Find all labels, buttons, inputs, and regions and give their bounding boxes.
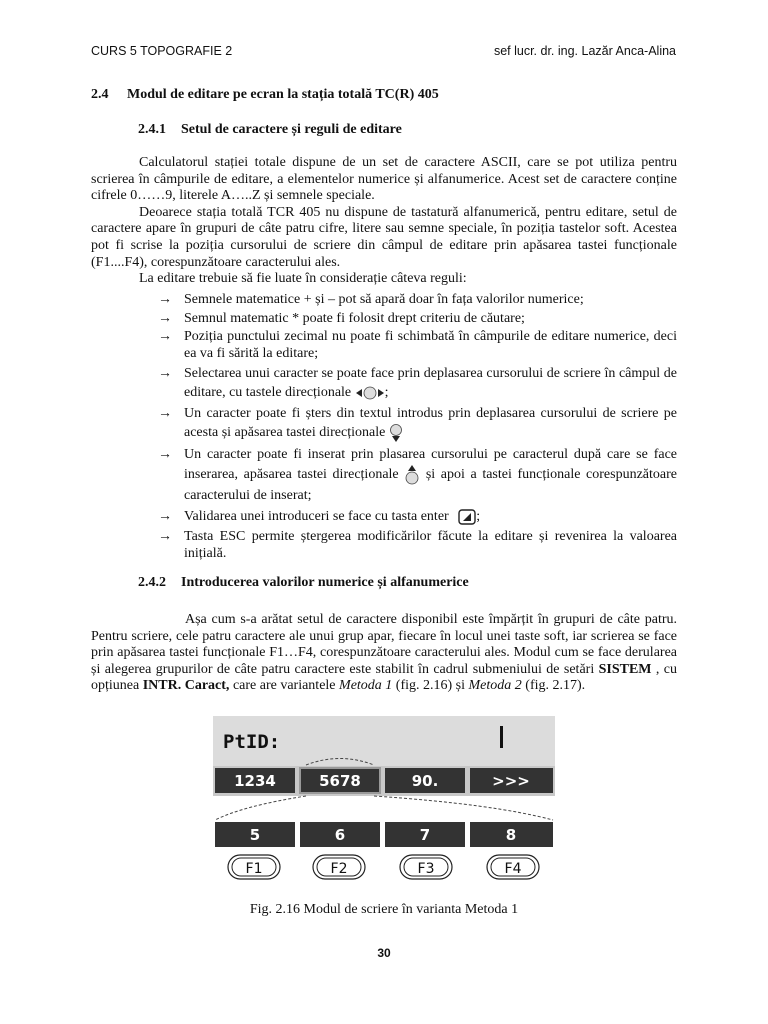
paragraph-1: Calculatorul stației totale dispune de un set de caractere ASCII, care se pot utiliza pentru scrierea în câmpurile de editare, a elementelor numerice și alfanumerice. Acest set de caractere conține cifrele 0……9, literele A…..Z și semnele speciale. — [91, 155, 677, 204]
f3-key-label: F3 — [417, 861, 435, 877]
direction-keys-left-right-icon — [355, 386, 385, 400]
subsection-heading-1 — [138, 122, 402, 138]
section-title: Modul de editare pe ecran la stația totală TC(R) 405 — [127, 87, 439, 102]
list-item — [158, 507, 677, 527]
subsection-number: 2.4.2 — [138, 575, 166, 590]
arrow-icon: → — [158, 366, 172, 382]
softkey-3-label: 90. — [411, 772, 439, 790]
figure-caption: Fig. 2.16 Modul de scriere în varianta Metoda 1 — [249, 902, 519, 917]
rule-text: Tasta ESC permite ștergerea modificărilor făcute la editare și revenirea la valoarea inițială. — [184, 529, 677, 561]
f1-key-label: F1 — [245, 861, 263, 877]
character-key-2-label: 6 — [334, 826, 346, 844]
character-key-3-label: 7 — [419, 826, 431, 844]
display-label: PtID: — [223, 731, 281, 753]
list-item — [158, 292, 677, 309]
method-2-name: Metoda 2 — [468, 678, 522, 694]
paragraph-text: care are variantele — [232, 678, 336, 694]
section-number: 2.4 — [91, 87, 109, 102]
softkey-2-label: 5678 — [319, 772, 361, 790]
rule-text: Semnele matematice + și – pot să apară doar în fața valorilor numerice; — [184, 292, 584, 307]
list-item — [158, 529, 677, 562]
list-item — [158, 329, 677, 362]
arrow-icon: → — [158, 329, 172, 345]
header-course-title: CURS 5 TOPOGRAFIE 2 — [91, 44, 233, 58]
f4-key-label: F4 — [504, 861, 522, 877]
rule-text: Poziția punctului zecimal nu poate fi schimbată în câmpurile de editare numerice, deci ea va fi sărită la editare; — [184, 329, 677, 361]
subsection-heading-2 — [138, 575, 469, 591]
direction-key-down-icon — [389, 423, 403, 443]
paragraph-text: (fig. 2.17). — [525, 678, 586, 694]
rules-list — [158, 292, 677, 565]
arrow-icon: → — [158, 529, 172, 545]
paragraph-text: (fig. 2.16) și — [395, 678, 466, 694]
subsection-number: 2.4.1 — [138, 122, 166, 137]
arrow-icon: → — [158, 509, 172, 525]
expansion-line-left — [215, 796, 306, 820]
expansion-line-right — [374, 796, 553, 820]
rule-text: Un caracter poate fi inserat prin plasarea cursorului pe caracterul după care se face inserarea, apăsarea tastei direcționale — [184, 447, 677, 483]
list-item — [158, 445, 677, 505]
softkey-4-label: >>> — [492, 772, 530, 790]
direction-key-up-icon — [404, 464, 420, 486]
page-number: 30 — [377, 946, 391, 960]
softkey-1-label: 1234 — [234, 772, 276, 790]
f2-key-label: F2 — [330, 861, 348, 877]
enter-key-icon — [458, 509, 476, 525]
paragraph-2: Deoarece stația totală TCR 405 nu dispune de tastatură alfanumerică, pentru editare, setul de caractere apare în grupuri de câte patru cifre, litere sau semne speciale, în poziția tastelor soft. Acestea pot fi scrise la poziția cursorului de scriere din câmpul de editare prin apăsarea tastei funcționale (F1....F4), corespunzătoare caracterului ales. — [91, 204, 677, 270]
paragraph-3: La editare trebuie să fie luate în considerație câteva reguli: — [139, 271, 467, 287]
arrow-icon: → — [158, 292, 172, 307]
intro-text — [91, 155, 677, 288]
header-author: sef lucr. dr. ing. Lazăr Anca-Alina — [493, 44, 676, 58]
arrow-icon: → — [158, 447, 172, 463]
subsection-title: Setul de caractere și reguli de editare — [181, 122, 402, 137]
rule-text: Selectarea unui caracter se poate face prin deplasarea cursorului de scriere în câmpul de editare, cu tastele direcționale — [184, 366, 677, 401]
menu-name-sistem: SISTEM — [598, 661, 652, 677]
list-item — [158, 364, 677, 402]
method-1-name: Metoda 1 — [339, 678, 393, 694]
rule-text-continuation: și apoi a tastei funcționale corespunzătoare caracterului de inserat; — [184, 467, 678, 504]
paragraph-text: , cu opțiunea — [91, 661, 678, 694]
rule-punctuation: ; — [476, 509, 481, 525]
list-item — [158, 404, 677, 443]
paragraph-text: Așa cum s-a arătat setul de caractere disponibil este împărțit în grupuri de câte patru. Pentru scriere, cele patru caractere ale unui grup apar, fiecare în locul unei taste soft, iar scrierea se face prin apăsarea tastei funcționale F1…F4, corespunzătoare caracterului ales. Modul cum se face derularea și alegerea grupurilor de câte patru caractere este stabilit în cadrul submeniului de setări — [91, 612, 677, 677]
character-key-4-label: 8 — [505, 826, 517, 844]
character-key-1-label: 5 — [249, 826, 261, 844]
arrow-icon: → — [158, 406, 172, 422]
paragraph-4 — [91, 612, 677, 695]
subsection-title: Introducerea valorilor numerice și alfanumerice — [181, 575, 469, 590]
rule-text: Semnul matematic * poate fi folosit drept criteriu de căutare; — [184, 310, 525, 326]
rule-text: Un caracter poate fi șters din textul introdus prin deplasarea cursorului de scriere pe acesta și apăsarea tastei direcționale — [184, 406, 677, 441]
option-name-intr-caract: INTR. Caract, — [142, 678, 230, 694]
rule-text: Validarea unei introduceri se face cu tasta enter — [184, 509, 449, 525]
text-cursor — [500, 726, 503, 748]
section-heading — [91, 87, 439, 103]
rule-punctuation: ; — [384, 385, 389, 401]
list-item — [158, 311, 677, 328]
arrow-icon: → — [158, 310, 172, 326]
figure-2-16 — [213, 716, 555, 886]
